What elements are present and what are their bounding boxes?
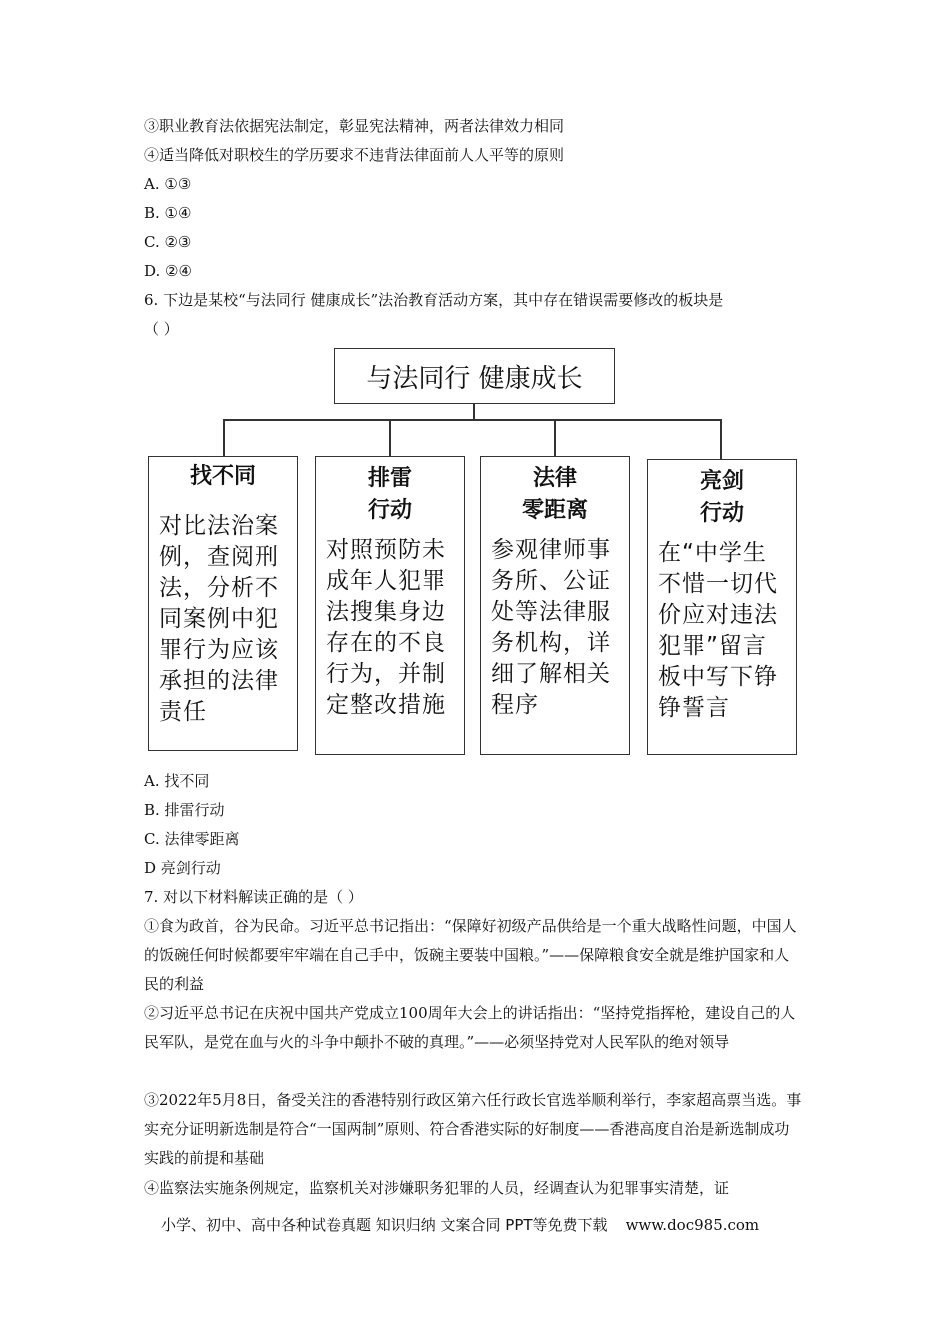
connector-trunk	[473, 404, 475, 420]
connector-bar	[223, 419, 721, 421]
q7-stem: 7. 对以下材料解读正确的是（ ）	[144, 888, 363, 906]
footer-url[interactable]: www.doc985.com	[625, 1216, 760, 1234]
q6-stem: 6. 下边是某校“与法同行 健康成长”法治教育活动方案，其中存在错误需要修改的板块是	[144, 291, 724, 309]
q6-choice-b: B. 排雷行动	[144, 801, 225, 819]
box-find-difference	[148, 456, 298, 751]
diagram-title: 与法同行 健康成长	[366, 363, 583, 394]
box-mine-clearing	[315, 456, 465, 755]
connector-4	[720, 419, 722, 459]
q6-choice-c: C. 法律零距离	[144, 830, 240, 848]
box-law-zero-distance	[480, 456, 630, 755]
page-footer	[161, 1214, 759, 1235]
box-title: 找不同	[189, 464, 256, 489]
box-body: 对照预防未成年人犯罪法搜集身边存在的不良行为，并制定整改措施	[326, 537, 446, 718]
q7-item-2: ②习近平总书记在庆祝中国共产党成立100周年大会上的讲话指出：“坚持党指挥枪，建设自己的人民军队，是党在血与火的斗争中颠扑不破的真理。”——必须坚持党对人民军队的绝对领导	[144, 1004, 796, 1051]
q5-choice-a: A. ①③	[144, 175, 192, 193]
q7-item-3: ③2022年5月8日，备受关注的香港特别行政区第六任行政长官选举顺利举行，李家超高票当选。事实充分证明新选制是符合“一国两制”原则、符合香港实际的好制度——香港高度自治是新选制成功实践的前提和基础	[144, 1091, 802, 1167]
q6-choice-a: A. 找不同	[144, 772, 210, 790]
activity-plan-diagram	[148, 348, 800, 758]
q5-choice-d: D. ②④	[144, 262, 192, 280]
q6-stem-blank: （ ）	[144, 320, 179, 338]
connector-1	[223, 419, 225, 456]
box-title: 法律 零距离	[521, 466, 588, 523]
box-body: 对比法治案例，查阅刑法，分析不同案例中犯罪行为应该承担的法律责任	[159, 513, 279, 725]
q7-item-4: ④监察法实施条例规定，监察机关对涉嫌职务犯罪的人员，经调查认为犯罪事实清楚，证	[144, 1179, 730, 1197]
q6-choice-d: D 亮剑行动	[144, 859, 221, 877]
box-body: 在“中学生不惜一切代价应对违法犯罪”留言板中写下铮铮誓言	[658, 540, 778, 721]
q7-item-1: ①食为政首，谷为民命。习近平总书记指出：“保障好初级产品供给是一个重大战略性问题，中国人的饭碗任何时候都要牢牢端在自己手中，饭碗主要装中国粮。”——保障粮食安全就是维护国家和人民的利益	[144, 917, 797, 993]
connector-3	[554, 419, 556, 456]
q5-option-4: ④适当降低对职校生的学历要求不违背法律面前人人平等的原则	[144, 146, 565, 164]
connector-2	[389, 419, 391, 456]
diagram-title-box	[334, 348, 615, 404]
footer-text: 小学、初中、高中各种试卷真题 知识归纳 文案合同 PPT等免费下载	[161, 1216, 608, 1234]
q5-choice-c: C. ②③	[144, 233, 192, 251]
box-title: 排雷 行动	[367, 466, 412, 523]
q5-choice-b: B. ①④	[144, 204, 192, 222]
box-title: 亮剑 行动	[699, 469, 744, 526]
box-sword-action	[647, 459, 797, 755]
box-body: 参观律师事务所、公证处等法律服务机构，详细了解相关程序	[491, 537, 611, 718]
q5-option-3: ③职业教育法依据宪法制定，彰显宪法精神，两者法律效力相同	[144, 117, 565, 135]
